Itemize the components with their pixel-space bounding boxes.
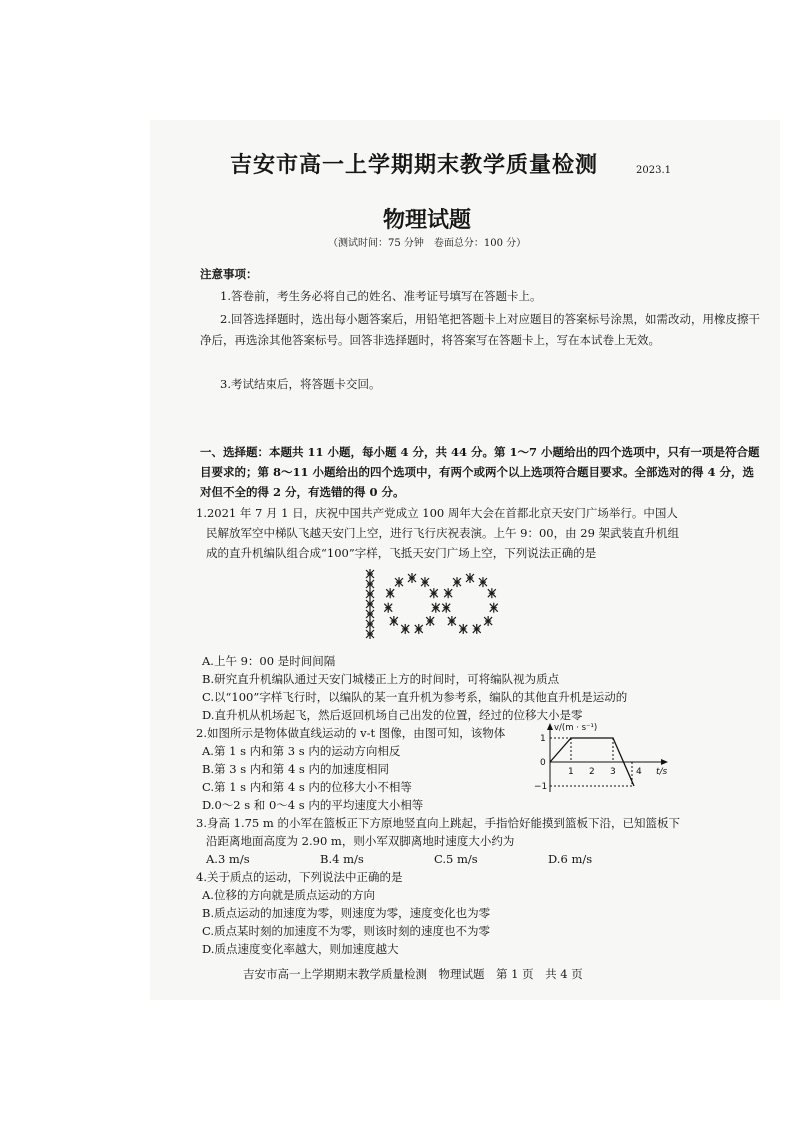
x-tick-1: 1 [568, 767, 574, 777]
q1-stem-line-2: 民解放军空中梯队飞越天安门上空，进行飞行庆祝表演。上午 9：00，由 29 架武装直升机组 [206, 526, 680, 540]
q3-option-b: B.4 m/s [320, 852, 364, 866]
exam-meta: （测试时间：75 分钟 卷面总分：100 分） [328, 238, 527, 249]
q1-option-c: C.以“100”字样飞行时，以编队的某一直升机为参考系，编队的其他直升机是运动的 [202, 690, 628, 704]
q1-option-d: D.直升机从机场起飞，然后返回机场自己出发的位置，经过的位移大小是零 [202, 708, 583, 722]
helicopter-icon [488, 588, 496, 598]
helicopter-icon [430, 588, 438, 598]
helicopter-icon [390, 616, 398, 626]
helicopter-100-formation-figure [360, 568, 510, 640]
q3-stem-line-2: 沿距离地面高度为 2.90 m，则小军双脚离地时速度大小约为 [206, 834, 515, 848]
helicopter-icon [490, 603, 498, 613]
helicopter-icon [366, 569, 374, 579]
t-axis-arrow [661, 759, 668, 765]
helicopter-icon [366, 589, 374, 599]
note-item-1: 1.答卷前，考生务必将自己的姓名、准考证号填写在答题卡上。 [220, 289, 542, 303]
y-tick-0: 0 [540, 758, 546, 768]
q4-option-a: A.位移的方向就是质点运动的方向 [202, 888, 375, 902]
q2-option-b: B.第 3 s 内和第 4 s 内的加速度相同 [202, 762, 389, 776]
helicopter-icon [442, 603, 450, 613]
q3-option-a: A.3 m/s [206, 852, 250, 866]
q3-stem-line-1: 3.身高 1.75 m 的小军在篮板正下方原地竖直向上跳起，手指恰好能摸到篮板下沿，已知篮板下 [196, 816, 680, 830]
q1-stem-line-1: 1.2021 年 7 月 1 日，庆祝中国共产党成立 100 周年大会在首都北京天安门广场举行。中国人 [196, 506, 678, 520]
v-axis-label: v/(m · s⁻¹) [554, 723, 598, 733]
note-item-3: 3.考试结束后，将答题卡交回。 [220, 377, 381, 391]
notes-title: 注意事项： [200, 267, 258, 281]
note-item-2: 2.回答选择题时，选出每小题答案后，用铅笔把答题卡上对应题目的答案标号涂黑，如需改动，用橡皮擦干净后，再选涂其他答案标号。回答非选择题时，将答案写在答题卡上，写在本试卷上无效。 [200, 312, 760, 347]
section-1-instructions: 一、选择题：本题共 11 小题，每小题 4 分，共 44 分。第 1～7 小题给出的四个选项中，只有一项是符合题目要求的；第 8～11 小题给出的四个选项中，有两个或两个以上选项符合题目要求。全部选对的得 4 分，选对但不全的得 2 分，有选错的得 0 分。 [200, 445, 760, 499]
q2-option-d: D.0～2 s 和 0～4 s 内的平均速度大小相等 [202, 798, 424, 812]
y-tick-minus-1: −1 [534, 782, 548, 792]
exam-year: 2023.1 [636, 165, 671, 176]
v-axis-arrow [547, 723, 553, 730]
helicopter-icon [366, 609, 374, 619]
q4-option-c: C.质点某时刻的加速度不为零，则该时刻的速度也不为零 [202, 924, 491, 938]
helicopter-icon [395, 577, 403, 587]
helicopter-icon [484, 616, 492, 626]
helicopter-icon [453, 577, 461, 587]
helicopter-icon [473, 624, 481, 634]
q3-option-d: D.6 m/s [548, 852, 593, 866]
x-tick-4: 4 [636, 767, 642, 777]
page-footer: 吉安市高一上学期期末教学质量检测 物理试题 第 1 页 共 4 页 [243, 967, 583, 981]
q2-vt-graph [532, 720, 677, 796]
helicopter-icon [448, 616, 456, 626]
t-axis-label: t/s [656, 767, 668, 777]
helicopter-icon [366, 619, 374, 629]
helicopter-icon [479, 577, 487, 587]
exam-title: 吉安市高一上学期期末教学质量检测 [230, 152, 599, 178]
q1-option-a: A.上午 9：00 是时间间隔 [202, 654, 336, 668]
helicopter-icon [366, 599, 374, 609]
helicopter-icon [432, 603, 440, 613]
q3-option-c: C.5 m/s [434, 852, 478, 866]
helicopter-icon [408, 573, 416, 583]
helicopter-icon [444, 588, 452, 598]
q2-option-a: A.第 1 s 内和第 3 s 内的运动方向相反 [202, 744, 401, 758]
helicopter-icon [366, 579, 374, 589]
helicopter-icon [421, 577, 429, 587]
q4-option-d: D.质点速度变化率越大，则加速度越大 [202, 942, 399, 956]
q1-stem-line-3: 成的直升机编队组合成“100”字样，飞抵天安门广场上空，下列说法正确的是 [206, 546, 597, 560]
q2-stem: 2.如图所示是物体做直线运动的 v-t 图像，由图可知，该物体 [196, 726, 506, 740]
x-tick-2: 2 [589, 767, 595, 777]
y-tick-1: 1 [540, 734, 546, 744]
helicopter-icon [426, 616, 434, 626]
helicopter-icon [386, 588, 394, 598]
q1-option-b: B.研究直升机编队通过天安门城楼正上方的时间时，可将编队视为质点 [202, 672, 560, 686]
q4-stem: 4.关于质点的运动，下列说法中正确的是 [196, 870, 403, 884]
helicopter-icon [466, 573, 474, 583]
q2-option-c: C.第 1 s 内和第 4 s 内的位移大小不相等 [202, 780, 412, 794]
helicopter-icon [401, 624, 409, 634]
helicopter-icon [459, 624, 467, 634]
subject-title: 物理试题 [383, 207, 472, 233]
q4-option-b: B.质点运动的加速度为零，则速度为零，速度变化也为零 [202, 906, 491, 920]
helicopter-icon [415, 624, 423, 634]
helicopter-icon [366, 629, 374, 639]
x-tick-3: 3 [610, 767, 616, 777]
helicopter-icon [384, 603, 392, 613]
